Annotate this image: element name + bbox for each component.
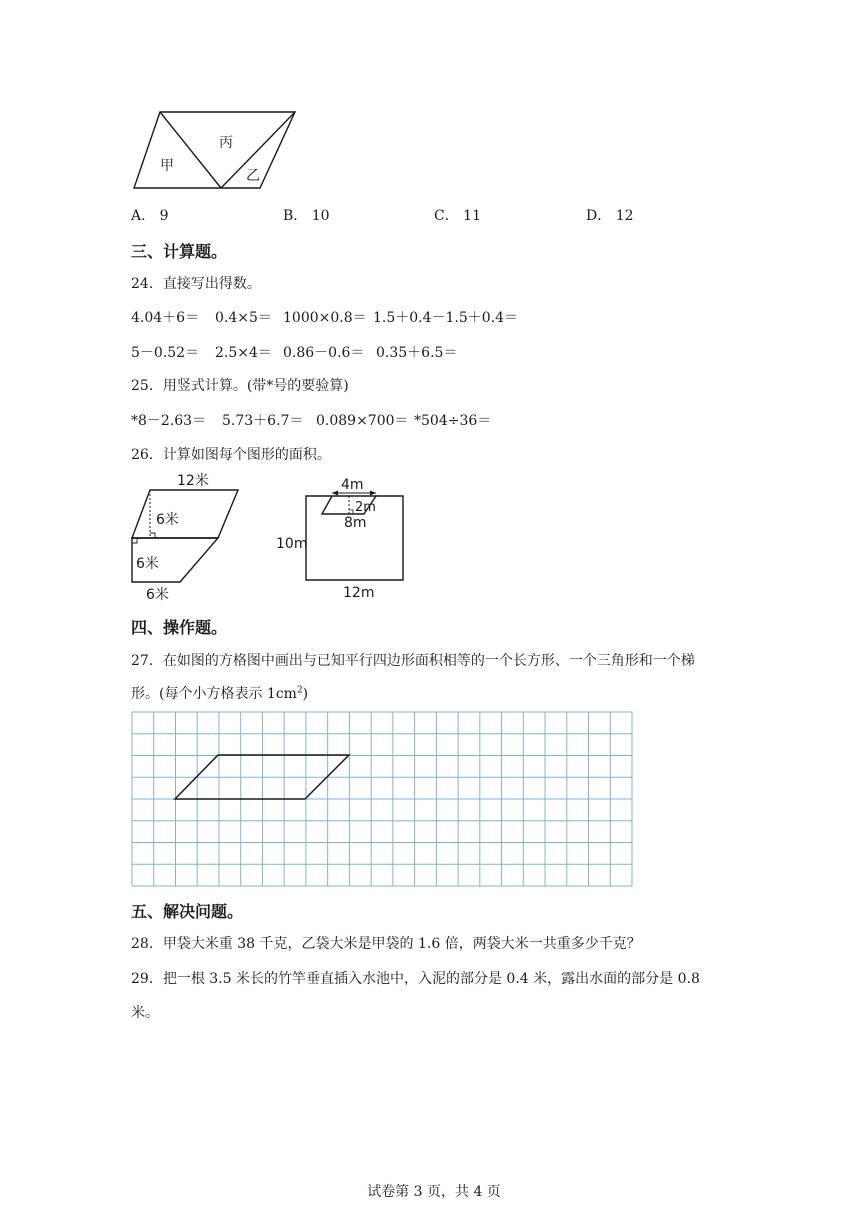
q25-c3: 0.089×700＝ xyxy=(316,413,409,429)
option-b xyxy=(283,205,330,225)
q27-line2-sup: 2 xyxy=(296,685,303,696)
q24-r2-c1: 5－0.52＝ xyxy=(131,345,200,361)
option-c xyxy=(434,205,481,225)
option-d-value: 12 xyxy=(615,208,634,224)
q25-prompt: 25．用竖式计算。(带*号的要验算) xyxy=(131,378,349,394)
q24-r1-c3: 1000×0.8＝ xyxy=(283,310,367,326)
label-yi: 乙 xyxy=(246,168,260,184)
q26-figure-2 xyxy=(272,472,412,604)
fig1-top-label: 12米 xyxy=(177,473,209,489)
option-c-value: 11 xyxy=(463,208,481,224)
q27-grid xyxy=(131,711,633,887)
q26-figure-1 xyxy=(125,468,250,608)
option-a xyxy=(131,205,169,225)
fig2-tri-height-label: 2m xyxy=(355,500,376,515)
option-b-value: 10 xyxy=(311,208,330,224)
fig1-height-label: 6米 xyxy=(156,512,179,528)
q24-r1-c2: 0.4×5＝ xyxy=(215,310,272,326)
option-a-letter: A． xyxy=(131,208,156,224)
fig2-tri-base-label: 8m xyxy=(344,515,367,531)
q27-line1: 27．在如图的方格图中画出与已知平行四边形面积相等的一个长方形、一个三角形和一个梯 xyxy=(131,653,695,669)
q24-prompt: 24．直接写出得数。 xyxy=(131,276,261,292)
fig1-bottom-label: 6米 xyxy=(146,587,169,603)
q29-line1: 29．把一根 3.5 米长的竹竿垂直插入水池中，入泥的部分是 0.4 米，露出水面的部分是 0.8 xyxy=(131,971,700,987)
q28-text: 28．甲袋大米重 38 千克，乙袋大米是甲袋的 1.6 倍，两袋大米一共重多少千克？ xyxy=(131,936,641,952)
q23-parallelogram-figure xyxy=(125,105,305,197)
option-d xyxy=(586,205,634,225)
q25-c2: 5.73＋6.7＝ xyxy=(222,413,304,429)
q29-line2: 米。 xyxy=(131,1005,159,1021)
fig2-rect-height-label: 10m xyxy=(276,536,308,552)
q25-c4: *504÷36＝ xyxy=(414,413,492,429)
q24-r1-c4: 1.5＋0.4－1.5＋0.4＝ xyxy=(373,310,519,326)
page-footer: 试卷第 3 页，共 4 页 xyxy=(367,1184,501,1200)
q26-prompt: 26．计算如图每个图形的面积。 xyxy=(131,447,331,463)
fig1-side-label: 6米 xyxy=(136,556,159,572)
q24-r1-c1: 4.04＋6＝ xyxy=(131,310,200,326)
option-a-value: 9 xyxy=(159,208,169,224)
option-b-letter: B． xyxy=(283,208,308,224)
label-bing: 丙 xyxy=(219,135,233,151)
q24-r2-c3: 0.86－0.6＝ xyxy=(283,345,365,361)
q27-line2-suffix: ) xyxy=(302,686,309,702)
q27-line2-prefix: 形。(每个小方格表示 1cm xyxy=(131,686,297,702)
option-d-letter: D． xyxy=(586,208,612,224)
fig2-rect-width-label: 12m xyxy=(343,585,375,601)
option-c-letter: C． xyxy=(434,208,459,224)
q25-c1: *8－2.63＝ xyxy=(131,413,207,429)
fig2-top-width-label: 4m xyxy=(341,477,364,493)
q24-r2-c2: 2.5×4＝ xyxy=(215,345,272,361)
label-jia: 甲 xyxy=(160,158,174,174)
section3-title: 三、计算题。 xyxy=(131,242,228,261)
q27-line2 xyxy=(131,683,308,703)
section5-title: 五、解决问题。 xyxy=(131,902,244,921)
q24-r2-c4: 0.35＋6.5＝ xyxy=(376,345,458,361)
section4-title: 四、操作题。 xyxy=(131,618,228,637)
